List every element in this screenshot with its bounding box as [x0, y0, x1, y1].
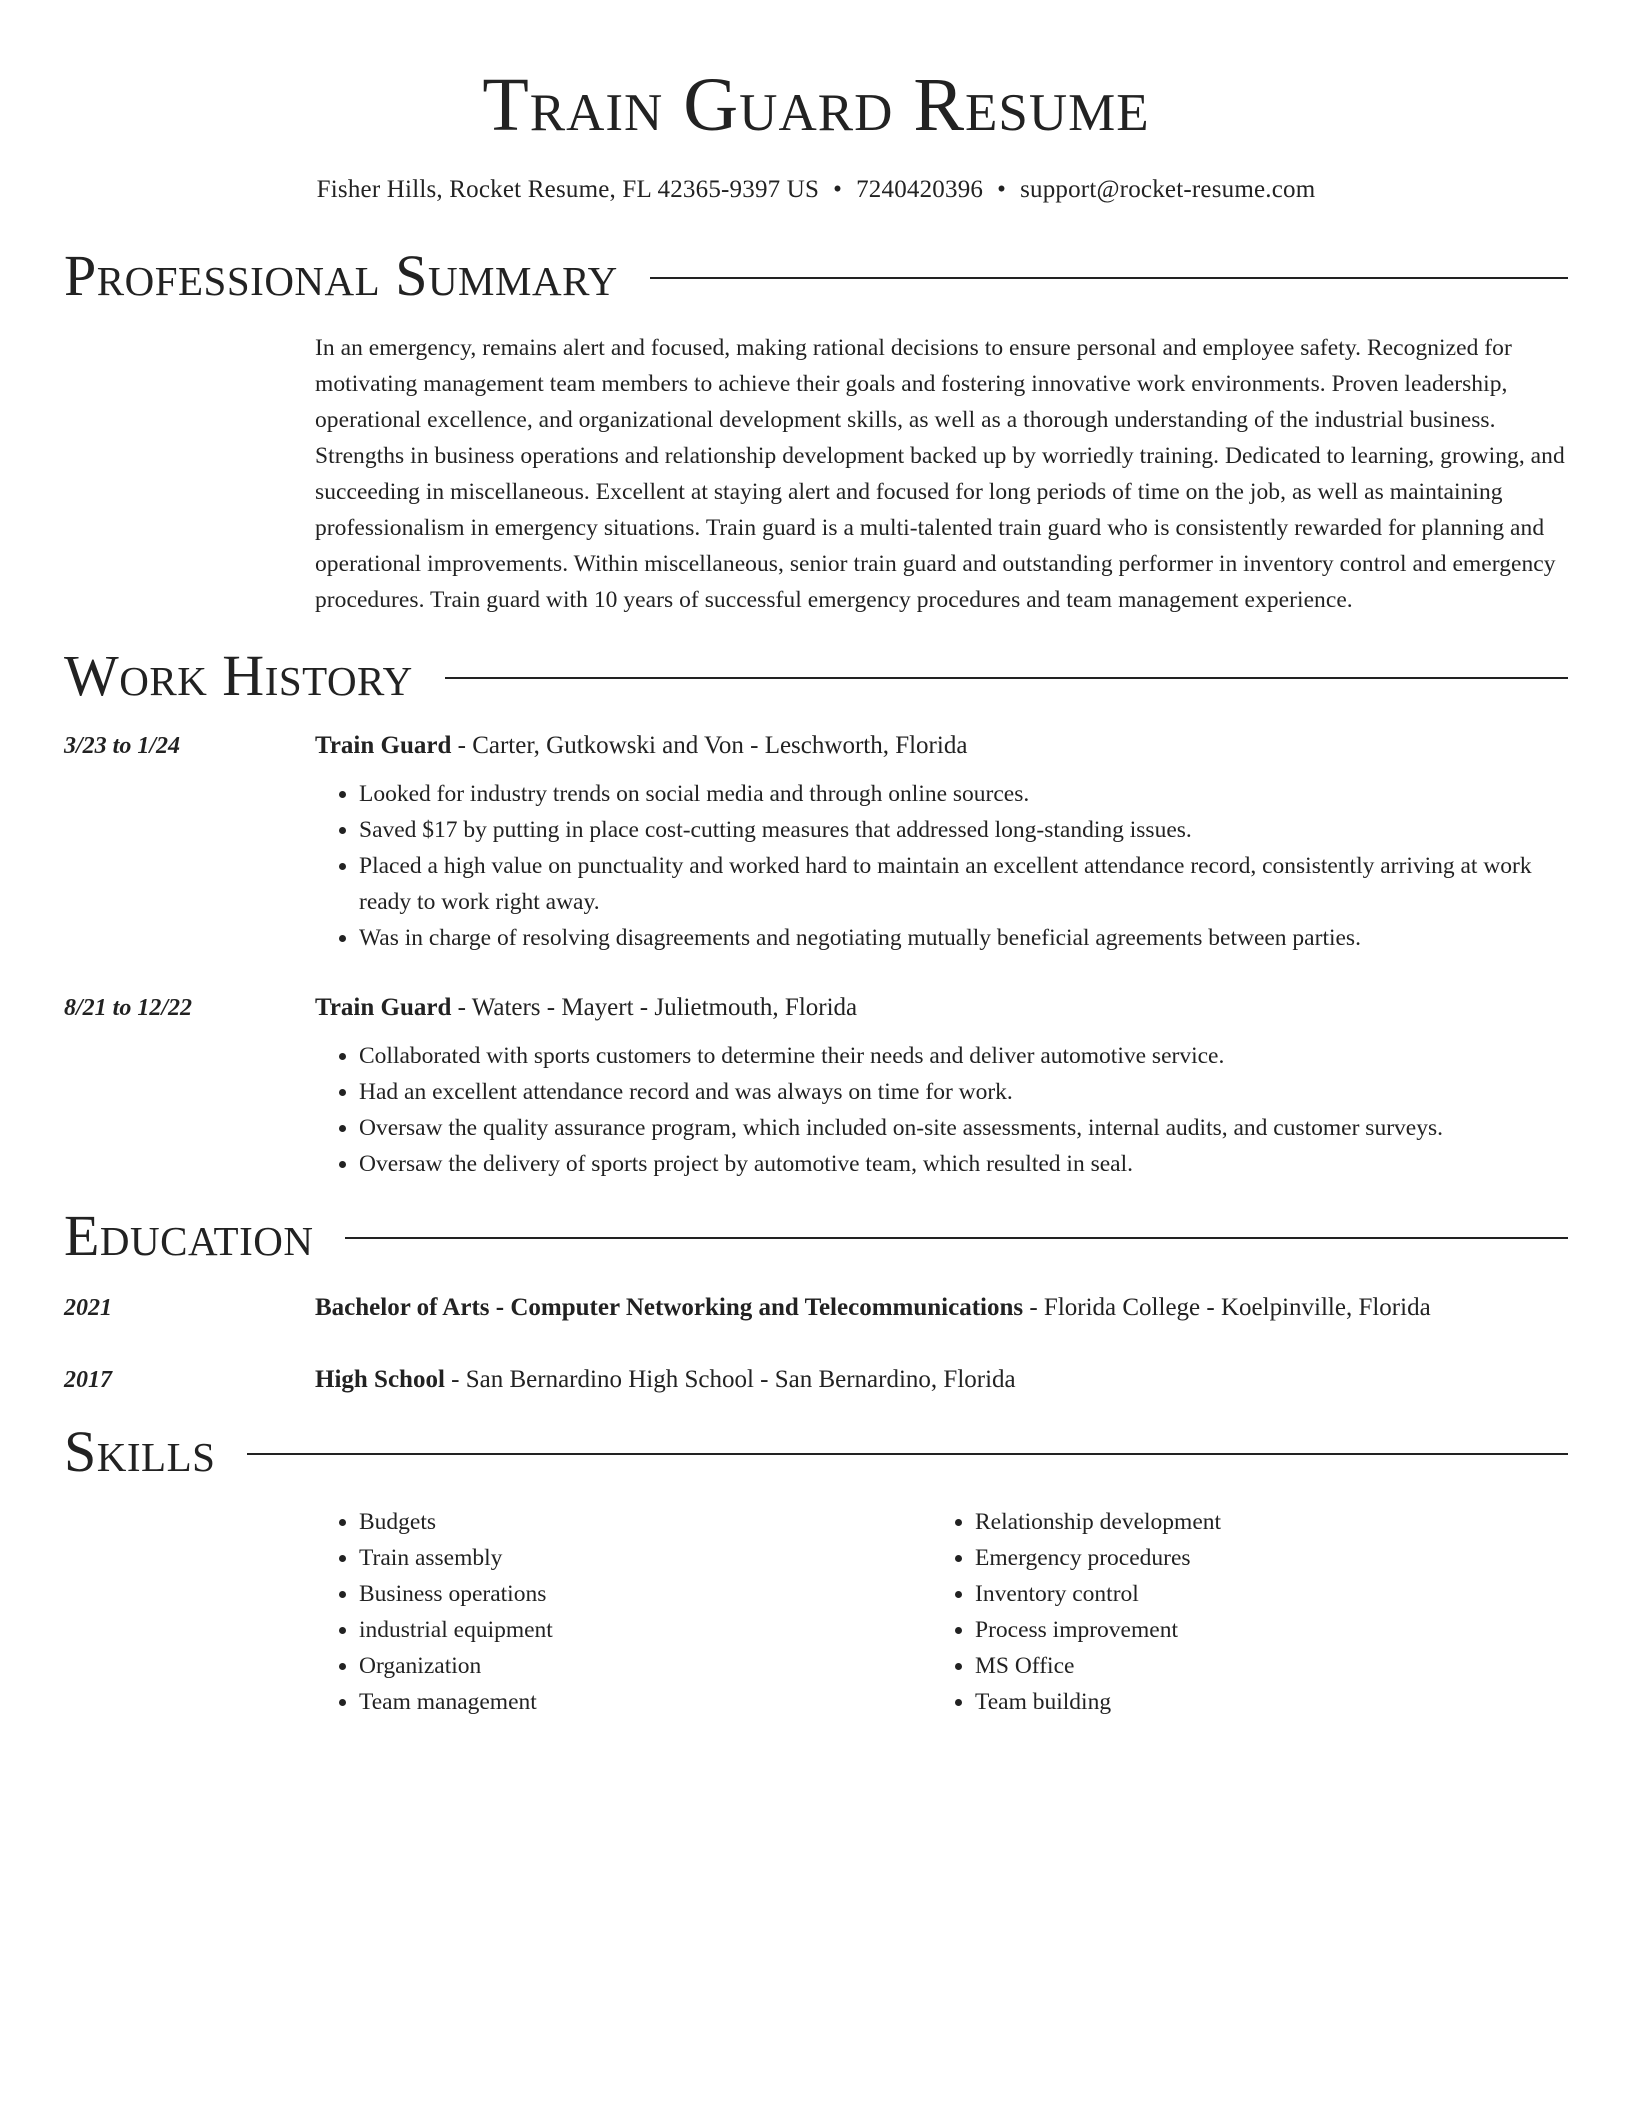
skills-heading-text: Skills [64, 1419, 216, 1484]
job-bullet: • Saved $17 by putting in place cost-cutting measures that addressed long-standing issues. [359, 812, 1568, 848]
education-entry [64, 1290, 1568, 1326]
skill-item: • Relationship development [975, 1504, 1535, 1540]
education-details [315, 1362, 1568, 1398]
skill-item: • Process improvement [975, 1612, 1535, 1648]
job-title: Train Guard [315, 994, 452, 1021]
job-bullet: • Looked for industry trends on social media and through online sources. [359, 776, 1568, 812]
education-year: 2017 [64, 1367, 112, 1393]
skill-item: • Business operations [359, 1576, 931, 1612]
summary-section-heading [64, 244, 1568, 308]
education-school: - San Bernardino High School - San Bernardino, Florida [444, 1366, 1016, 1393]
education-details [315, 1290, 1568, 1326]
skill-item: • industrial equipment [359, 1612, 931, 1648]
education-entry [64, 1362, 1568, 1398]
skills-column-right [931, 1504, 1535, 1720]
education-heading-text: Education [64, 1203, 314, 1268]
job-dates: 8/21 to 12/22 [64, 995, 193, 1021]
education-section-heading [64, 1204, 1568, 1268]
job-bullet: • Had an excellent attendance record and was always on time for work. [359, 1074, 1568, 1110]
skill-item: • Inventory control [975, 1576, 1535, 1612]
skills-section-heading [64, 1420, 1568, 1484]
job-employer: - Waters - Mayert - Julietmouth, Florida [451, 994, 858, 1021]
section-divider [650, 277, 1568, 279]
education-degree: High School [315, 1366, 445, 1393]
skill-item: • Train assembly [359, 1540, 931, 1576]
section-divider [247, 1453, 1568, 1455]
skill-item: • Organization [359, 1648, 931, 1684]
contact-line [64, 174, 1568, 206]
skill-item: • Budgets [359, 1504, 931, 1540]
job-details [315, 990, 1568, 1182]
job-bullet: • Was in charge of resolving disagreements and negotiating mutually beneficial agreements between parties. [359, 920, 1568, 956]
job-bullet: • Collaborated with sports customers to determine their needs and deliver automotive service. [359, 1038, 1568, 1074]
job-details [315, 728, 1568, 956]
contact-email: support@rocket-resume.com [1020, 176, 1316, 203]
summary-heading-text: Professional Summary [64, 243, 618, 308]
job-bullet: • Oversaw the delivery of sports project by automotive team, which resulted in seal. [359, 1146, 1568, 1182]
contact-separator: • [997, 176, 1007, 203]
contact-phone: 7240420396 [856, 176, 984, 203]
summary-paragraph: In an emergency, remains alert and focused, making rational decisions to ensure personal and employee safety. Recognized for motivating management team members to achieve their goals and fostering innovative work environments. Proven leadership, operational excellence, and organizational development skills, as well as a thorough understanding of the industrial business. Strengths in business operations and relationship development backed up by worriedly training. Dedicated to learning, growing, and succeeding in miscellaneous. Excellent at staying alert and focused for long periods of time on the job, as well as maintaining professionalism in emergency situations. Train guard is a multi-talented train guard who is consistently rewarded for planning and operational improvements. Within miscellaneous, senior train guard and outstanding performer in inventory control and emergency procedures. Train guard with 10 years of successful emergency procedures and team management experience. [315, 335, 1565, 613]
job-bullet: • Placed a high value on punctuality and worked hard to maintain an excellent attendance record, consistently arriving at work ready to work right away. [359, 848, 1568, 920]
education-year: 2021 [64, 1295, 112, 1321]
job-bullet-list [315, 1038, 1568, 1182]
job-dates: 3/23 to 1/24 [64, 733, 181, 759]
section-divider [345, 1237, 1568, 1239]
job-title: Train Guard [315, 732, 452, 759]
job-entry [64, 990, 1568, 1182]
education-degree: Bachelor of Arts - Computer Networking and Telecommunications [315, 1294, 1024, 1321]
job-employer: - Carter, Gutkowski and Von - Leschworth, Florida [451, 732, 968, 759]
skill-item: • MS Office [975, 1648, 1535, 1684]
job-entry [64, 728, 1568, 956]
contact-separator: • [833, 176, 843, 203]
education-school: - Florida College - Koelpinville, Florida [1023, 1294, 1431, 1321]
skill-item: • Emergency procedures [975, 1540, 1535, 1576]
job-bullet-list [315, 776, 1568, 956]
work-history-section-heading [64, 644, 1568, 708]
work-history-heading-text: Work History [64, 643, 413, 708]
resume-title: Train Guard Resume [482, 63, 1150, 147]
job-bullet: • Oversaw the quality assurance program, which included on-site assessments, internal audits, and customer surveys. [359, 1110, 1568, 1146]
section-divider [445, 677, 1568, 679]
skill-item: • Team management [359, 1684, 931, 1720]
skills-grid [315, 1504, 1568, 1720]
resume-page [64, 0, 1568, 1720]
skill-item: • Team building [975, 1684, 1535, 1720]
skills-column-left [315, 1504, 931, 1720]
contact-address: Fisher Hills, Rocket Resume, FL 42365-9397 US [316, 176, 820, 203]
